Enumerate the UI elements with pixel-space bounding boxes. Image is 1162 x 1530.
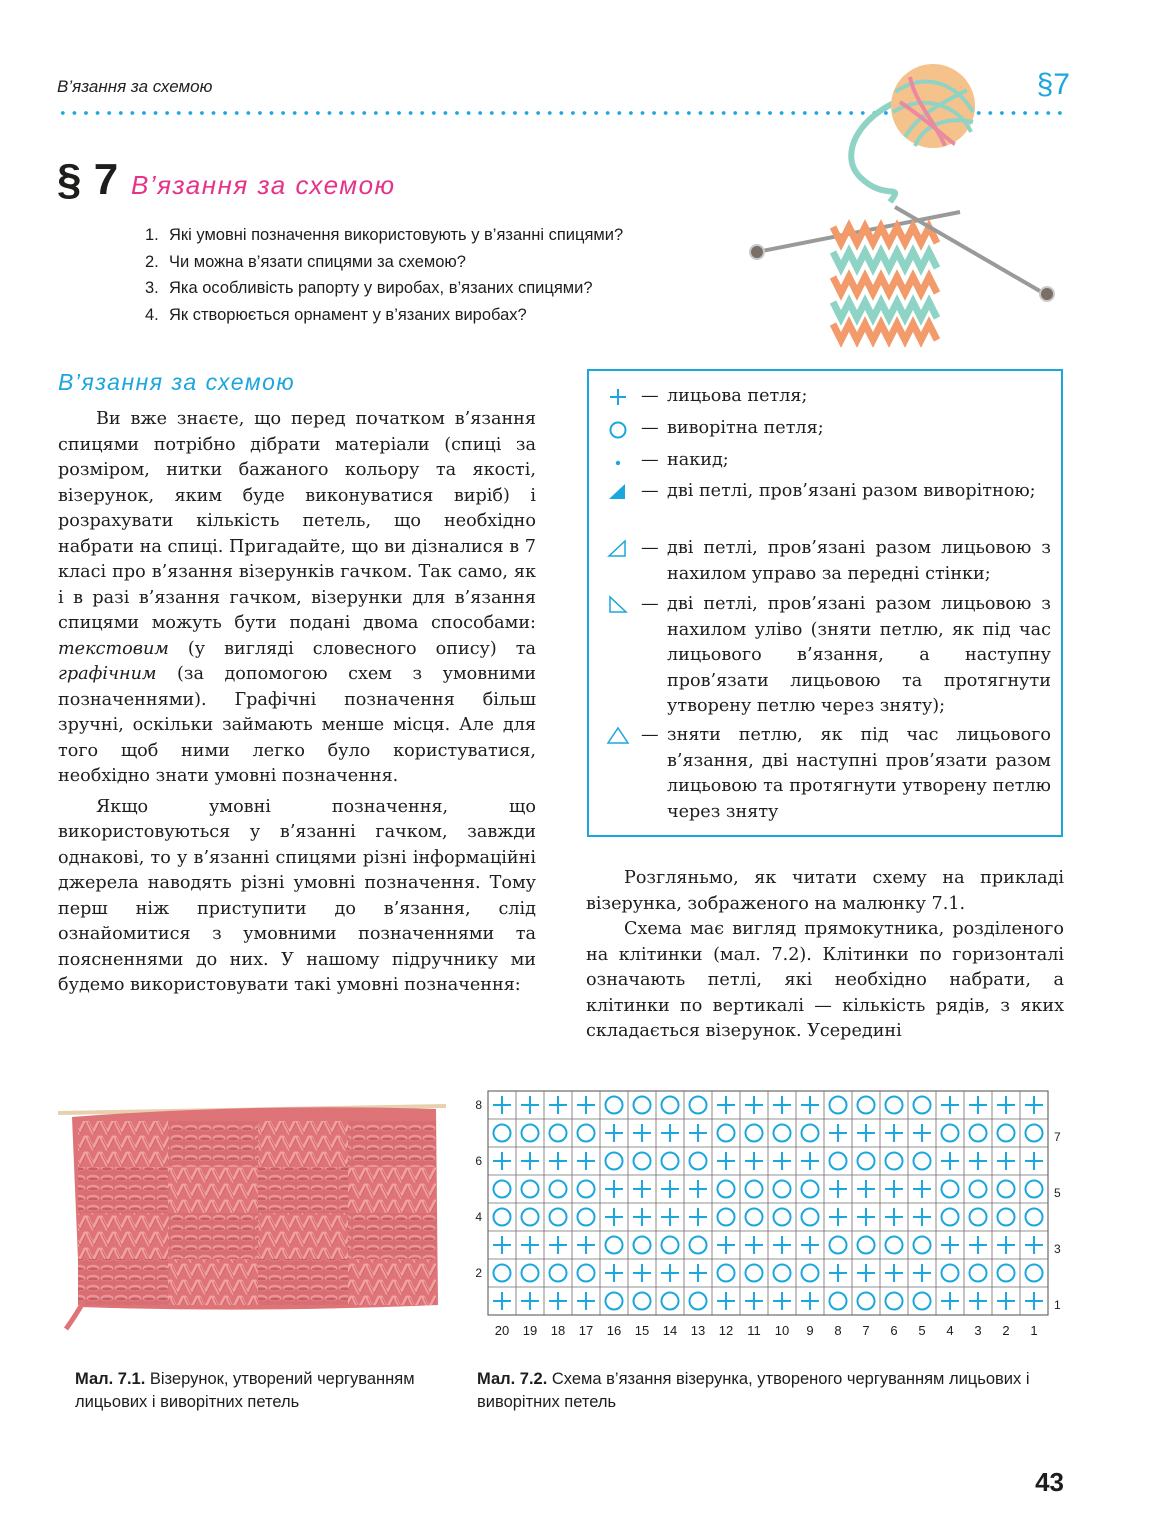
symbol-legend: — лицьова петля; — виворітна петля; — накид; — дві петлі, пров’язані разом виворітною; — дві петлі, пров’язані разом лицьовою з нахилом управо за передні стінки; — дві петлі, пров’язані разом лицьовою з нахилом уліво (зняти петлю, як під час лицьового в’язання, а наступну пров’язати лицьовою та протягнути утворену петлю через зняту); — зняти петлю, як під час лицьового в’язання, дві наступні пров’язати разом лицьовою та протягнути утворену петлю через зняту <box>587 369 1063 837</box>
chart-column-label: 7 <box>862 1323 870 1338</box>
chart-knit-stitch <box>745 1096 763 1114</box>
chart-knit-stitch <box>941 1096 959 1114</box>
chart-knit-stitch <box>885 1124 903 1142</box>
chart-knit-stitch <box>717 1096 735 1114</box>
circle-icon <box>605 416 631 441</box>
chart-knit-stitch <box>773 1236 791 1254</box>
filled-triangle-icon <box>605 479 631 504</box>
section-heading: В’язання за схемою <box>58 369 296 395</box>
chart-knit-stitch <box>997 1236 1015 1254</box>
chart-knit-stitch <box>801 1152 819 1170</box>
chart-column-label: 1 <box>1030 1323 1038 1338</box>
chart-purl-stitch <box>998 1265 1015 1282</box>
figure-caption-7-2: Мал. 7.2. Схема в’язання візерунка, утвореного чергуванням лицьових і виворітних петель <box>477 1370 1030 1411</box>
chart-knit-stitch <box>717 1236 735 1254</box>
chart-purl-stitch <box>802 1181 819 1198</box>
chart-knit-stitch <box>913 1124 931 1142</box>
chart-knit-stitch <box>857 1124 875 1142</box>
chart-purl-stitch <box>690 1237 707 1254</box>
chart-knit-stitch <box>969 1236 987 1254</box>
body-paragraph: Якщо умовні позначення, що використовуються у в’язанні гачком, завжди однакові, то у в’язанні спицями різні інформаційні джерела наводять різні умовні позначення. Тому перш ніж приступити до в’язання, слід ознайомитися з умовними позначеннями та поясненнями до них. У нашому підручнику ми будемо використовувати такі умовні позначення: <box>58 796 536 995</box>
chart-purl-stitch <box>970 1125 987 1142</box>
yarn-knitting-illustration <box>745 62 1065 362</box>
chart-knit-stitch <box>633 1208 651 1226</box>
dot-icon <box>605 448 631 473</box>
body-paragraph: Розгляньмо, як читати схему на прикладі візерунка, зображеного на малюнку 7.1. <box>586 868 1064 914</box>
chart-purl-stitch <box>942 1125 959 1142</box>
chart-purl-stitch <box>634 1237 651 1254</box>
chart-purl-stitch <box>802 1125 819 1142</box>
chart-purl-stitch <box>746 1209 763 1226</box>
chart-purl-stitch <box>550 1181 567 1198</box>
chart-knit-stitch <box>941 1292 959 1310</box>
chart-purl-stitch <box>746 1265 763 1282</box>
chart-purl-stitch <box>886 1293 903 1310</box>
chart-purl-stitch <box>886 1153 903 1170</box>
chart-purl-stitch <box>606 1153 623 1170</box>
chart-knit-stitch <box>577 1152 595 1170</box>
chart-purl-stitch <box>606 1097 623 1114</box>
chart-purl-stitch <box>830 1237 847 1254</box>
chart-purl-stitch <box>606 1293 623 1310</box>
chart-purl-stitch <box>522 1265 539 1282</box>
body-paragraph: Ви вже знаєте, що перед початком в’язання спицями потрібно дібрати матеріали (спиці за розміром, нитки бажаного кольору та якості, візерунок, яким буде виконуватися виріб) і розрахувати кількість петель, що необхідно набрати на спиці. Пригадайте, що ви дізналися в 7 класі про в’язання візерунків гачком. Так само, як і в разі в’язання гачком, візерунки для в’язання спицями можуть бути подані двома способами: текстовим (у вигляді словесного опису) та графічним (за допомогою схем з умовними позначеннями). Графічні позначення більш зручні, оскільки займають менше місця. Але для того щоб ними легко було користуватися, необхідно знати умовні позначення. <box>58 409 536 786</box>
chart-purl-stitch <box>998 1209 1015 1226</box>
chart-purl-stitch <box>774 1125 791 1142</box>
chart-purl-stitch <box>830 1293 847 1310</box>
chart-purl-stitch <box>970 1209 987 1226</box>
chart-purl-stitch <box>578 1265 595 1282</box>
chart-column-label: 15 <box>634 1323 650 1338</box>
chart-purl-stitch <box>494 1265 511 1282</box>
chart-purl-stitch <box>858 1293 875 1310</box>
chart-knit-stitch <box>549 1096 567 1114</box>
chart-purl-stitch <box>522 1181 539 1198</box>
chart-purl-stitch <box>494 1125 511 1142</box>
chart-knit-stitch <box>605 1180 623 1198</box>
chart-purl-stitch <box>746 1181 763 1198</box>
chart-purl-stitch <box>914 1237 931 1254</box>
chart-purl-stitch <box>802 1265 819 1282</box>
chart-knit-stitch <box>913 1180 931 1198</box>
page-number: 43 <box>1035 1467 1064 1497</box>
chart-purl-stitch <box>774 1209 791 1226</box>
chart-knit-stitch <box>857 1264 875 1282</box>
chart-purl-stitch <box>662 1293 679 1310</box>
chart-knit-stitch <box>661 1180 679 1198</box>
question-item: 1. Які умовні позначення використовують у в’язанні спицями? <box>145 226 624 244</box>
chart-row-label: 2 <box>475 1266 482 1280</box>
chart-purl-stitch <box>830 1153 847 1170</box>
knitting-chart <box>466 1087 1066 1347</box>
chart-purl-stitch <box>522 1209 539 1226</box>
chart-knit-stitch <box>745 1152 763 1170</box>
chart-knit-stitch <box>493 1292 511 1310</box>
chart-knit-stitch <box>997 1292 1015 1310</box>
chart-knit-stitch <box>913 1208 931 1226</box>
chart-column-label: 5 <box>918 1323 926 1338</box>
chart-column-label: 18 <box>550 1323 566 1338</box>
chart-purl-stitch <box>550 1125 567 1142</box>
chart-knit-stitch <box>549 1236 567 1254</box>
chart-column-label: 17 <box>578 1323 594 1338</box>
chart-purl-stitch <box>886 1097 903 1114</box>
chart-purl-stitch <box>718 1209 735 1226</box>
chart-knit-stitch <box>689 1264 707 1282</box>
chart-knit-stitch <box>829 1180 847 1198</box>
chart-column-label: 8 <box>834 1323 842 1338</box>
chart-purl-stitch <box>942 1209 959 1226</box>
chart-purl-stitch <box>662 1153 679 1170</box>
chart-purl-stitch <box>942 1265 959 1282</box>
chart-purl-stitch <box>774 1181 791 1198</box>
chart-knit-stitch <box>633 1180 651 1198</box>
chart-purl-stitch <box>998 1125 1015 1142</box>
chart-purl-stitch <box>858 1153 875 1170</box>
chart-purl-stitch <box>858 1097 875 1114</box>
chart-knit-stitch <box>773 1292 791 1310</box>
chart-knit-stitch <box>997 1096 1015 1114</box>
chart-purl-stitch <box>1026 1181 1043 1198</box>
chart-knit-stitch <box>577 1236 595 1254</box>
chart-knit-stitch <box>745 1236 763 1254</box>
chart-knit-stitch <box>549 1152 567 1170</box>
chart-knit-stitch <box>549 1292 567 1310</box>
figure-caption-7-1: Мал. 7.1. Візерунок, утворений чергуванням лицьових і виворітних петель <box>75 1370 415 1411</box>
chart-purl-stitch <box>1026 1265 1043 1282</box>
chart-purl-stitch <box>830 1097 847 1114</box>
question-item: 2. Чи можна в’язати спицями за схемою? <box>145 252 466 271</box>
chart-knit-stitch <box>605 1124 623 1142</box>
chart-knit-stitch <box>605 1208 623 1226</box>
chart-purl-stitch <box>690 1153 707 1170</box>
chart-purl-stitch <box>774 1265 791 1282</box>
chart-purl-stitch <box>550 1209 567 1226</box>
chart-knit-stitch <box>577 1292 595 1310</box>
chart-knit-stitch <box>885 1264 903 1282</box>
chart-knit-stitch <box>801 1236 819 1254</box>
chart-purl-stitch <box>718 1181 735 1198</box>
chart-column-label: 10 <box>774 1323 790 1338</box>
running-header-section: §7 <box>1036 68 1070 101</box>
chart-row-label: 5 <box>1054 1186 1061 1200</box>
chart-purl-stitch <box>718 1265 735 1282</box>
body-paragraph: Схема має вигляд прямокутника, розділеного на клітинки (мал. 7.2). Клітинки по горизонталі означають петлі, які необхідно набрати, а клітинки по вертикалі — кількість рядів, з яких складається візерунок. Усередині <box>586 919 1064 1041</box>
chart-column-label: 11 <box>747 1323 761 1338</box>
chart-purl-stitch <box>886 1237 903 1254</box>
chart-knit-stitch <box>829 1208 847 1226</box>
chart-knit-stitch <box>633 1124 651 1142</box>
chart-purl-stitch <box>914 1153 931 1170</box>
chart-purl-stitch <box>970 1265 987 1282</box>
chart-knit-stitch <box>605 1264 623 1282</box>
triangle-left-slant-icon <box>605 592 631 617</box>
chart-knit-stitch <box>717 1152 735 1170</box>
paragraph-title: В’язання за схемою <box>131 170 396 200</box>
chart-knit-stitch <box>857 1208 875 1226</box>
chart-purl-stitch <box>662 1237 679 1254</box>
question-item: 4. Як створюється орнамент у в’язаних виробах? <box>145 305 527 324</box>
right-column-text <box>586 866 1064 1045</box>
chart-knit-stitch <box>661 1264 679 1282</box>
chart-knit-stitch <box>969 1096 987 1114</box>
chart-purl-stitch <box>746 1125 763 1142</box>
chart-row-label: 3 <box>1054 1242 1061 1256</box>
chart-row-label: 4 <box>475 1210 482 1224</box>
chart-purl-stitch <box>634 1153 651 1170</box>
review-questions <box>145 226 623 332</box>
chart-knit-stitch <box>661 1124 679 1142</box>
chart-purl-stitch <box>942 1181 959 1198</box>
chart-column-label: 13 <box>690 1323 706 1338</box>
chart-column-label: 2 <box>1002 1323 1010 1338</box>
chart-knit-stitch <box>941 1152 959 1170</box>
chart-purl-stitch <box>914 1293 931 1310</box>
chart-knit-stitch <box>885 1208 903 1226</box>
chart-knit-stitch <box>913 1264 931 1282</box>
chart-column-label: 20 <box>494 1323 510 1338</box>
chart-purl-stitch <box>634 1293 651 1310</box>
chart-knit-stitch <box>689 1208 707 1226</box>
chart-column-label: 12 <box>718 1323 734 1338</box>
chart-knit-stitch <box>689 1124 707 1142</box>
chart-knit-stitch <box>521 1096 539 1114</box>
plus-icon <box>605 384 631 409</box>
chart-column-label: 19 <box>522 1323 538 1338</box>
chart-column-label: 16 <box>606 1323 622 1338</box>
chart-purl-stitch <box>1026 1209 1043 1226</box>
chart-row-label: 6 <box>475 1154 482 1168</box>
chart-row-label: 1 <box>1054 1298 1061 1312</box>
chart-purl-stitch <box>634 1097 651 1114</box>
chart-column-label: 14 <box>662 1323 678 1338</box>
chart-knit-stitch <box>885 1180 903 1198</box>
chart-row-label: 8 <box>475 1098 482 1112</box>
chart-purl-stitch <box>522 1125 539 1142</box>
chart-knit-stitch <box>1025 1152 1043 1170</box>
chart-knit-stitch <box>829 1264 847 1282</box>
chart-knit-stitch <box>829 1124 847 1142</box>
chart-knit-stitch <box>521 1292 539 1310</box>
question-item: 3. Яка особливість рапорту у виробах, в’язаних спицями? <box>145 279 593 297</box>
chart-purl-stitch <box>662 1097 679 1114</box>
chart-column-label: 4 <box>946 1323 954 1338</box>
chart-column-label: 3 <box>974 1323 982 1338</box>
chart-knit-stitch <box>1025 1292 1043 1310</box>
chart-purl-stitch <box>606 1237 623 1254</box>
chart-purl-stitch <box>578 1181 595 1198</box>
chart-knit-stitch <box>493 1152 511 1170</box>
triangle-up-icon <box>605 723 631 748</box>
chart-purl-stitch <box>914 1097 931 1114</box>
chart-knit-stitch <box>577 1096 595 1114</box>
chart-knit-stitch <box>493 1236 511 1254</box>
chart-knit-stitch <box>521 1236 539 1254</box>
chart-purl-stitch <box>494 1209 511 1226</box>
chart-purl-stitch <box>858 1237 875 1254</box>
chart-knit-stitch <box>801 1096 819 1114</box>
chart-column-label: 9 <box>806 1323 814 1338</box>
chart-knit-stitch <box>493 1096 511 1114</box>
chart-knit-stitch <box>1025 1236 1043 1254</box>
chart-purl-stitch <box>494 1181 511 1198</box>
chart-purl-stitch <box>998 1181 1015 1198</box>
chart-knit-stitch <box>773 1096 791 1114</box>
chart-knit-stitch <box>745 1292 763 1310</box>
chart-knit-stitch <box>857 1180 875 1198</box>
triangle-right-slant-icon <box>605 536 631 561</box>
paragraph-number: § 7 <box>57 155 119 204</box>
chart-knit-stitch <box>997 1152 1015 1170</box>
chart-knit-stitch <box>773 1152 791 1170</box>
chart-purl-stitch <box>802 1209 819 1226</box>
chart-purl-stitch <box>578 1125 595 1142</box>
running-header-title: В’язання за схемою <box>57 77 213 96</box>
chart-purl-stitch <box>1026 1125 1043 1142</box>
chart-knit-stitch <box>941 1236 959 1254</box>
chart-knit-stitch <box>717 1292 735 1310</box>
chart-knit-stitch <box>1025 1096 1043 1114</box>
chart-row-label: 7 <box>1054 1130 1061 1144</box>
chart-purl-stitch <box>690 1293 707 1310</box>
knitted-sample-photo <box>58 1103 446 1331</box>
chart-knit-stitch <box>689 1180 707 1198</box>
chart-purl-stitch <box>970 1181 987 1198</box>
chart-knit-stitch <box>661 1208 679 1226</box>
chart-knit-stitch <box>633 1264 651 1282</box>
chart-purl-stitch <box>550 1265 567 1282</box>
chart-knit-stitch <box>801 1292 819 1310</box>
chart-purl-stitch <box>690 1097 707 1114</box>
chart-purl-stitch <box>718 1125 735 1142</box>
chart-purl-stitch <box>578 1209 595 1226</box>
left-column-text <box>58 407 536 999</box>
chart-column-label: 6 <box>890 1323 898 1338</box>
chart-knit-stitch <box>969 1292 987 1310</box>
chart-knit-stitch <box>521 1152 539 1170</box>
chart-knit-stitch <box>969 1152 987 1170</box>
